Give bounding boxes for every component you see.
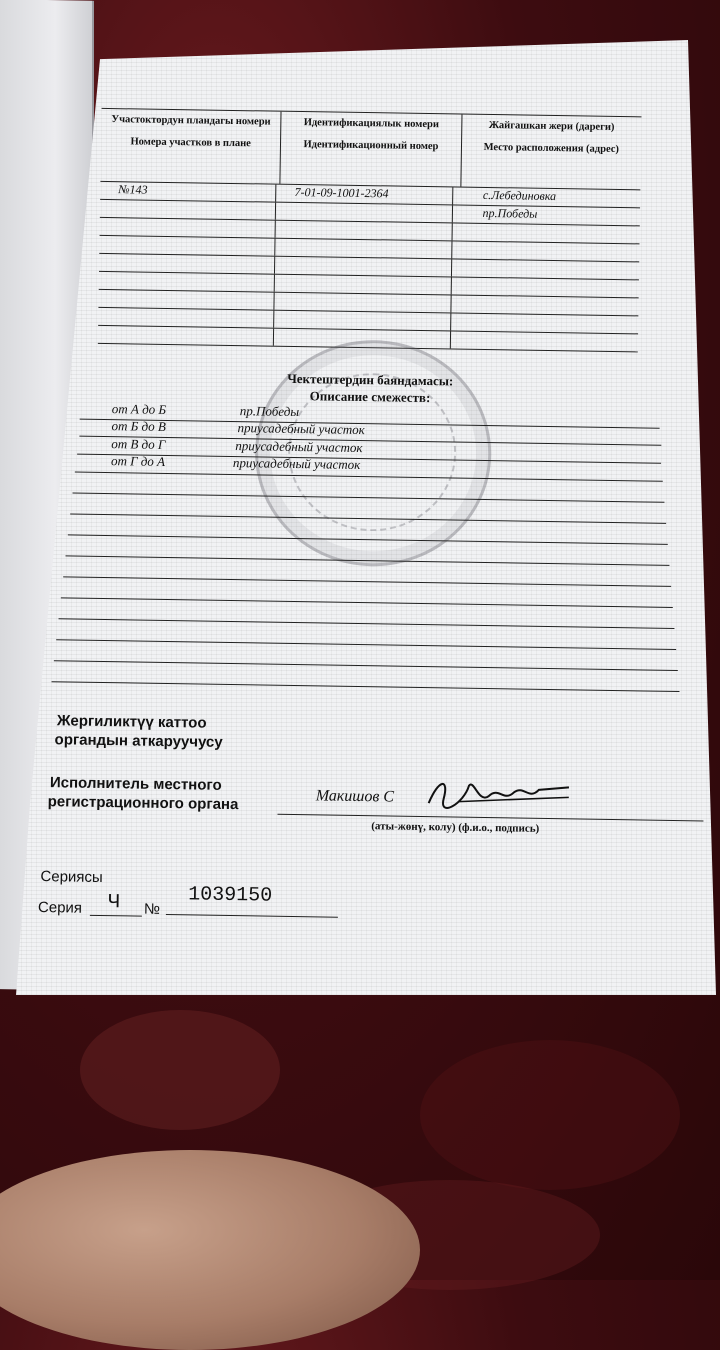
table-cell xyxy=(98,326,275,346)
divider-line xyxy=(61,597,673,608)
table-cell xyxy=(98,290,275,310)
divider-line xyxy=(52,681,680,692)
table-cell xyxy=(452,259,640,279)
header-plan-number: Участоктордун пландагы номери Номера участков в плане xyxy=(100,109,281,184)
table-cell xyxy=(274,311,451,331)
table-cell xyxy=(452,223,640,243)
header-identification-number: Идентификациялык номери Идентификационный номер xyxy=(281,112,462,187)
table-cell xyxy=(275,275,452,295)
table-cell xyxy=(276,239,453,259)
series-number: 1039150 xyxy=(188,883,273,908)
table-cell xyxy=(275,293,452,313)
signature-line xyxy=(277,814,703,822)
adjacency-desc: пр.Победы xyxy=(239,403,300,420)
divider-line xyxy=(54,660,678,671)
adjacency-from: от А до Б xyxy=(111,401,167,417)
table-cell xyxy=(275,257,452,277)
hand-in-foreground xyxy=(0,1150,420,1350)
adjacency-desc: приусадебный участок xyxy=(232,455,361,473)
number-label: № xyxy=(143,900,161,918)
table-cell xyxy=(451,277,639,297)
divider-line xyxy=(59,618,675,629)
adjacency-from: от Б до В xyxy=(111,418,167,434)
table-cell xyxy=(451,313,639,333)
header-location: Жайгашкан жери (дареги) Место расположения (адрес) xyxy=(483,119,620,156)
signature-caption: (аты-жөнү, колу) (ф.и.о., подпись) xyxy=(371,820,540,835)
table-cell xyxy=(98,308,275,328)
adjacency-title-ru: Описание смежеств: xyxy=(309,388,431,406)
table-cell xyxy=(100,218,277,238)
table-cell: 7-01-09-1001-2364 xyxy=(276,185,453,205)
adjacency-from: от Г до А xyxy=(110,453,166,469)
table-cell: с.Лебединовка xyxy=(482,187,557,204)
table-cell: №143 xyxy=(100,182,277,202)
series-underline xyxy=(90,915,142,917)
table-cell xyxy=(99,272,276,292)
table-cell xyxy=(451,295,639,315)
executor-label-ru-2: регистрационного органа xyxy=(47,793,239,814)
series-value: Ч xyxy=(107,891,121,915)
parcel-table-header xyxy=(100,109,641,190)
adjacency-from: от В до Г xyxy=(111,436,166,452)
number-underline xyxy=(166,914,338,918)
divider-line xyxy=(63,576,671,587)
adjacency-desc: приусадебный участок xyxy=(235,438,363,456)
table-cell xyxy=(100,200,277,220)
executor-name: Макишов С xyxy=(315,787,395,806)
table-cell xyxy=(276,203,453,223)
series-label-ky: Сериясы xyxy=(40,868,103,887)
executor-label-ru-1: Исполнитель местного xyxy=(49,774,222,794)
table-cell xyxy=(276,221,453,241)
table-cell xyxy=(99,236,276,256)
executor-label-ky-1: Жергиликтүү каттоо xyxy=(56,712,207,732)
adjacency-title-ky: Чектештердин баяндамасы: xyxy=(287,370,454,389)
divider-line xyxy=(56,639,676,650)
series-label-ru: Серия xyxy=(37,899,83,917)
executor-label-ky-2: органдын аткаруучусу xyxy=(54,731,223,751)
parcel-table xyxy=(98,108,642,352)
adjacency-desc: приусадебный участок xyxy=(237,420,365,438)
table-cell: пр.Победы xyxy=(482,205,538,221)
table-cell xyxy=(450,331,638,351)
signature-icon xyxy=(419,773,580,816)
table-cell xyxy=(99,254,276,274)
table-cell xyxy=(452,241,640,261)
